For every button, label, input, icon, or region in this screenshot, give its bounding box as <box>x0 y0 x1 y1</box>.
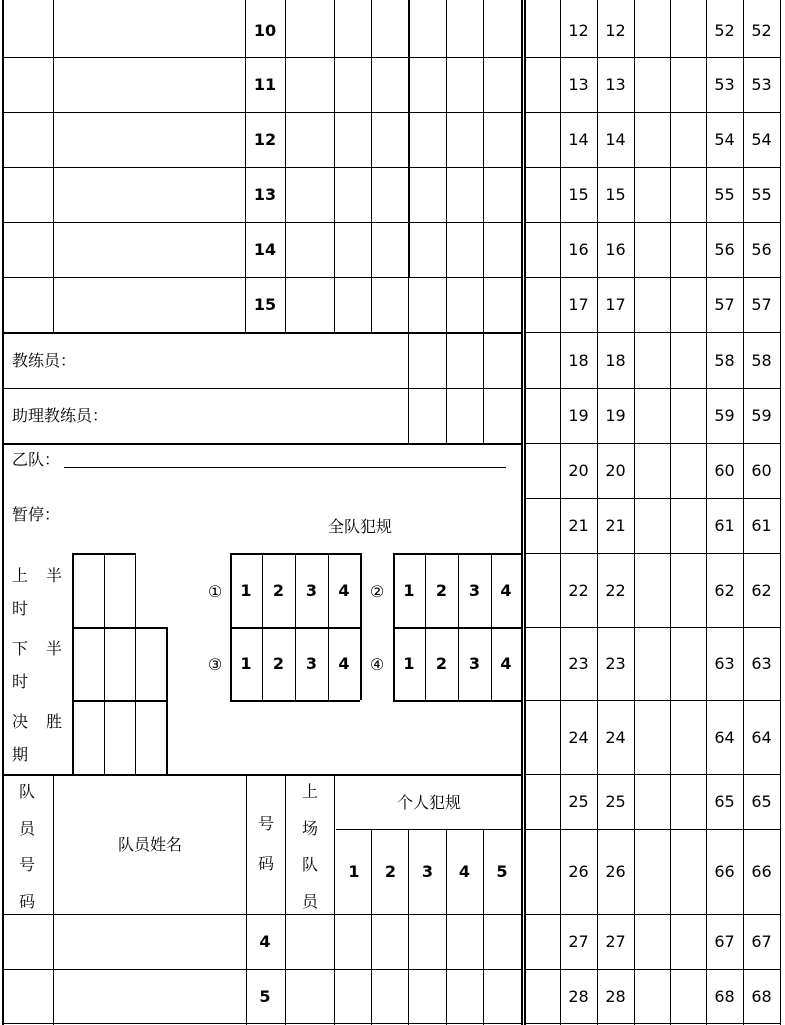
grid-line <box>483 0 484 443</box>
team-foul-box: 3 <box>305 654 318 673</box>
running-score-cell: 58 <box>751 350 772 370</box>
grid-line <box>3 443 521 445</box>
grid-line <box>72 627 166 629</box>
team-foul-box: 2 <box>272 581 285 600</box>
running-score-cell: 27 <box>568 932 589 951</box>
team-foul-box: 3 <box>468 581 481 600</box>
second-half-label-1: 下 <box>11 639 28 658</box>
running-score-cell: 25 <box>605 792 626 811</box>
team-foul-box: 1 <box>403 654 415 673</box>
header-char: 码 <box>257 854 274 873</box>
team-foul-box: 3 <box>305 581 318 600</box>
running-score-cell: 15 <box>605 185 626 204</box>
header-char: 号 <box>257 814 274 833</box>
running-score-cell: 21 <box>605 516 626 535</box>
grid-line <box>371 0 372 332</box>
grid-line <box>104 553 105 774</box>
personal-foul-col-5: 5 <box>496 862 508 881</box>
running-score-cell: 63 <box>751 654 772 673</box>
grid-line <box>393 700 521 702</box>
running-score-cell: 26 <box>605 862 626 881</box>
number-header <box>253 816 279 872</box>
running-score-cell: 63 <box>714 654 735 673</box>
running-score-cell: 56 <box>714 240 735 259</box>
first-half-label-1: 上 <box>11 566 28 585</box>
running-score-cell: 53 <box>751 75 772 94</box>
grid-line <box>53 774 54 1025</box>
running-score-cell: 60 <box>751 461 772 480</box>
running-score-cell: 18 <box>568 350 589 370</box>
running-score-cell: 12 <box>605 20 626 40</box>
team-b-label: 乙队： <box>12 450 61 469</box>
second-half-label-2: 半 <box>45 639 62 658</box>
running-score-cell: 13 <box>568 75 589 94</box>
running-score-cell: 56 <box>751 240 772 259</box>
running-score-cell: 28 <box>605 986 626 1006</box>
running-score-cell: 61 <box>714 516 735 535</box>
team-b-name-line <box>64 467 506 468</box>
running-score-cell: 19 <box>605 406 626 425</box>
coach-label: 教练员： <box>12 351 77 370</box>
header-char: 码 <box>18 891 35 911</box>
running-score-cell: 61 <box>751 516 772 535</box>
first-half-label-2: 半 <box>45 566 62 585</box>
team-foul-box: 2 <box>272 654 285 673</box>
running-score-cell: 55 <box>751 185 772 204</box>
running-score-cell: 67 <box>751 932 772 951</box>
team-b-player-number-4: 4 <box>259 932 271 951</box>
running-score-cell: 60 <box>714 461 735 480</box>
running-score-cell: 19 <box>568 406 589 425</box>
running-score-cell: 28 <box>568 986 589 1006</box>
team-foul-box: 4 <box>338 654 350 673</box>
player-number-10: 10 <box>253 20 277 40</box>
grid-line <box>166 627 168 774</box>
running-score-cell: 65 <box>714 792 735 811</box>
running-score-cell: 66 <box>714 862 735 881</box>
first-half-label-3: 时 <box>11 599 28 618</box>
running-score-cell: 64 <box>714 727 735 747</box>
running-score-cell: 25 <box>568 792 589 811</box>
grid-line <box>285 0 286 332</box>
running-score-cell: 23 <box>568 654 589 673</box>
running-score-cell: 16 <box>605 240 626 259</box>
running-score-cell: 58 <box>714 350 735 370</box>
grid-line <box>446 0 447 443</box>
quarter-2-marker: ② <box>369 582 385 601</box>
running-score-cell: 57 <box>714 295 735 314</box>
running-score-cell: 17 <box>568 295 589 314</box>
header-char: 场 <box>301 818 318 838</box>
running-score-cell: 67 <box>714 932 735 951</box>
player-number-14: 14 <box>253 240 277 259</box>
personal-foul-col-2: 2 <box>384 862 397 881</box>
team-foul-box: 1 <box>240 581 252 600</box>
overtime-label-2: 胜 <box>45 712 62 731</box>
grid-line <box>670 0 671 1025</box>
running-score-cell: 13 <box>605 75 626 94</box>
grid-line <box>334 0 335 332</box>
running-score-cell: 23 <box>605 654 626 673</box>
running-score-cell: 27 <box>605 932 626 951</box>
running-score-cell: 62 <box>751 580 772 600</box>
grid-line <box>521 0 523 1025</box>
player-number-15: 15 <box>253 295 277 314</box>
quarter-1-marker: ① <box>207 582 223 601</box>
running-score-cell: 54 <box>714 130 735 149</box>
team-foul-box: 2 <box>435 581 448 600</box>
running-score-cell: 24 <box>568 727 589 747</box>
license-number-header <box>14 784 40 910</box>
grid-line <box>524 0 526 1025</box>
grid-line <box>3 1023 521 1024</box>
grid-line <box>780 0 781 1025</box>
grid-line <box>334 774 335 1025</box>
grid-line <box>634 0 635 1025</box>
running-score-cell: 59 <box>751 406 772 425</box>
running-score-cell: 22 <box>568 580 589 600</box>
grid-line <box>285 774 286 1025</box>
running-score-cell: 53 <box>714 75 735 94</box>
header-char: 队 <box>301 855 318 875</box>
quarter-4-marker: ④ <box>369 655 385 674</box>
team-foul-box: 4 <box>500 654 512 673</box>
running-score-cell: 52 <box>751 20 772 40</box>
second-half-label-3: 时 <box>11 672 28 691</box>
quarter-3-marker: ③ <box>207 655 223 674</box>
running-score-cell: 14 <box>605 130 626 149</box>
grid-line <box>72 700 166 702</box>
team-foul-box: 1 <box>240 654 252 673</box>
team-foul-box: 1 <box>403 581 415 600</box>
personal-foul-col-3: 3 <box>421 862 434 881</box>
starting-player-header <box>297 784 323 910</box>
running-score-cell: 52 <box>714 20 735 40</box>
team-foul-box: 4 <box>500 581 512 600</box>
running-score-cell: 62 <box>714 580 735 600</box>
team-foul-box: 2 <box>435 654 448 673</box>
header-char: 员 <box>18 818 35 838</box>
running-score-cell: 18 <box>605 350 626 370</box>
grid-line <box>408 0 410 277</box>
grid-line <box>135 553 136 774</box>
timeout-label: 暂停： <box>12 505 61 524</box>
header-char: 队 <box>18 782 35 801</box>
player-number-12: 12 <box>253 130 277 149</box>
running-score-cell: 59 <box>714 406 735 425</box>
running-score-cell: 64 <box>751 727 772 747</box>
grid-line <box>72 553 74 774</box>
header-char: 员 <box>301 891 318 911</box>
running-score-cell: 54 <box>751 130 772 149</box>
running-score-cell: 21 <box>568 516 589 535</box>
grid-line <box>2 0 4 1025</box>
running-score-cell: 55 <box>714 185 735 204</box>
running-score-cell: 12 <box>568 20 589 40</box>
running-score-cell: 68 <box>714 986 735 1006</box>
grid-line <box>360 553 362 700</box>
player-name-header: 队员姓名 <box>117 835 182 854</box>
running-score-cell: 22 <box>605 580 626 600</box>
running-score-cell: 20 <box>605 461 626 480</box>
running-score-cell: 16 <box>568 240 589 259</box>
running-score-cell: 66 <box>751 862 772 881</box>
header-char: 号 <box>18 855 35 875</box>
running-score-cell: 68 <box>751 986 772 1006</box>
running-score-cell: 65 <box>751 792 772 811</box>
team-b-player-number-5: 5 <box>259 986 271 1006</box>
assistant-coach-label: 助理教练员： <box>12 406 109 425</box>
running-score-cell: 15 <box>568 185 589 204</box>
running-score-cell: 26 <box>568 862 589 881</box>
running-score-cell: 17 <box>605 295 626 314</box>
grid-line <box>526 1023 780 1024</box>
running-score-cell: 20 <box>568 461 589 480</box>
team-foul-box: 4 <box>338 581 350 600</box>
overtime-label-3: 期 <box>11 745 28 764</box>
team-foul-box: 3 <box>468 654 481 673</box>
grid-line <box>53 0 54 332</box>
team-fouls-label: 全队犯规 <box>327 517 392 536</box>
personal-foul-col-4: 4 <box>458 862 471 881</box>
overtime-label-1: 决 <box>11 712 28 731</box>
running-score-cell: 14 <box>568 130 589 149</box>
running-score-cell: 57 <box>751 295 772 314</box>
player-number-13: 13 <box>253 185 277 204</box>
header-char: 上 <box>301 782 318 801</box>
running-score-cell: 24 <box>605 727 626 747</box>
player-number-11: 11 <box>253 75 277 94</box>
personal-fouls-header: 个人犯规 <box>396 792 461 812</box>
personal-foul-col-1: 1 <box>348 862 360 881</box>
grid-line <box>230 700 360 702</box>
grid-line <box>408 277 409 443</box>
